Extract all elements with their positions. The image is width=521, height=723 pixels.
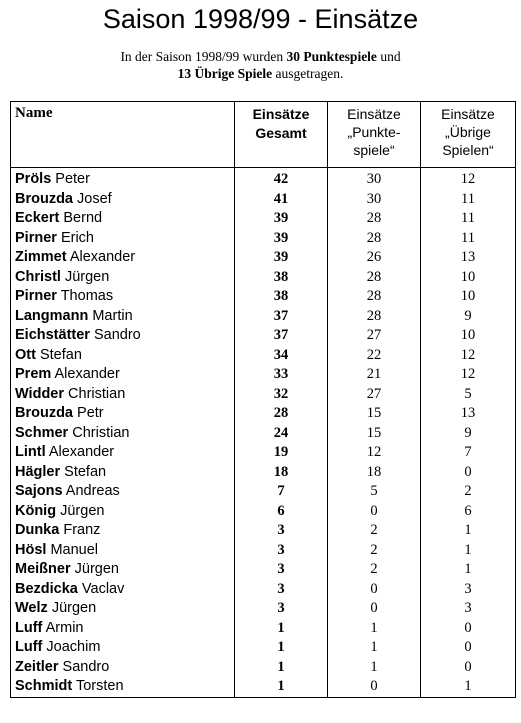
- player-first-name: Stefan: [64, 463, 107, 480]
- table-row: [11, 463, 516, 483]
- summary-punktespiele: 30 Punktespiele: [286, 49, 377, 64]
- player-first-name: Franz: [63, 522, 101, 539]
- header-name: Name: [11, 102, 235, 168]
- punktespiele-cell: 21: [328, 365, 421, 385]
- table-row: [11, 365, 516, 385]
- punktespiele-cell: 1: [328, 638, 421, 658]
- player-name-cell: [11, 463, 235, 483]
- player-last-name: Hägler: [15, 463, 61, 480]
- total-appearances-cell: 39: [235, 209, 328, 229]
- table-row: [11, 385, 516, 405]
- total-appearances-cell: 39: [235, 229, 328, 249]
- summary-line-2: [0, 65, 521, 82]
- punktespiele-cell: 0: [328, 677, 421, 697]
- player-first-name: Sandro: [93, 327, 141, 344]
- player-first-name: Vaclav: [81, 580, 125, 597]
- table-row: [11, 619, 516, 639]
- header-total-line: Gesamt: [255, 125, 307, 141]
- summary-line-1: [0, 48, 521, 65]
- header-punktespiele: [328, 102, 421, 168]
- player-last-name: Brouzda: [15, 405, 73, 422]
- header-uebrige-line: Einsätze: [441, 106, 495, 122]
- total-appearances-cell: 3: [235, 580, 328, 600]
- uebrige-spiele-cell: 5: [421, 385, 516, 405]
- punktespiele-cell: 28: [328, 287, 421, 307]
- punktespiele-cell: 12: [328, 443, 421, 463]
- table-row: [11, 404, 516, 424]
- player-name-cell: [11, 168, 235, 190]
- player-first-name: Torsten: [75, 678, 124, 695]
- player-name-cell: [11, 326, 235, 346]
- player-first-name: Josef: [77, 190, 112, 207]
- uebrige-spiele-cell: 12: [421, 365, 516, 385]
- player-last-name: Luff: [15, 619, 43, 636]
- uebrige-spiele-cell: 12: [421, 168, 516, 190]
- total-appearances-cell: 39: [235, 248, 328, 268]
- player-name-cell: [11, 541, 235, 561]
- player-first-name: Stefan: [39, 346, 82, 363]
- player-first-name: Christian: [68, 385, 126, 402]
- player-name-cell: [11, 677, 235, 697]
- table-row: [11, 209, 516, 229]
- total-appearances-cell: 3: [235, 599, 328, 619]
- header-total: [235, 102, 328, 168]
- player-name-cell: [11, 521, 235, 541]
- punktespiele-cell: 0: [328, 599, 421, 619]
- total-appearances-cell: 7: [235, 482, 328, 502]
- player-last-name: Zimmet: [15, 249, 67, 266]
- table-row: [11, 677, 516, 697]
- table-row: [11, 424, 516, 444]
- punktespiele-cell: 30: [328, 190, 421, 210]
- summary-text: und: [376, 49, 401, 64]
- uebrige-spiele-cell: 13: [421, 404, 516, 424]
- player-last-name: Bezdicka: [15, 580, 78, 597]
- table-row: [11, 638, 516, 658]
- player-first-name: Alexander: [54, 366, 120, 383]
- table-row: [11, 541, 516, 561]
- player-name-cell: [11, 385, 235, 405]
- uebrige-spiele-cell: 11: [421, 209, 516, 229]
- uebrige-spiele-cell: 0: [421, 619, 516, 639]
- uebrige-spiele-cell: 3: [421, 580, 516, 600]
- page-title: Saison 1998/99 - Einsätze: [102, 4, 419, 34]
- table-row: [11, 482, 516, 502]
- table-row: [11, 190, 516, 210]
- table-row: [11, 168, 516, 190]
- punktespiele-cell: 28: [328, 307, 421, 327]
- header-uebrige-line: „Übrige: [445, 124, 491, 140]
- player-last-name: Prem: [15, 366, 52, 383]
- punktespiele-cell: 28: [328, 229, 421, 249]
- player-first-name: Jürgen: [60, 502, 105, 519]
- player-first-name: Christian: [72, 424, 130, 441]
- total-appearances-cell: 3: [235, 560, 328, 580]
- punktespiele-cell: 2: [328, 560, 421, 580]
- total-appearances-cell: 41: [235, 190, 328, 210]
- table-row: [11, 248, 516, 268]
- table-header-row: [11, 102, 516, 168]
- player-last-name: Welz: [15, 600, 48, 617]
- player-last-name: Eichstätter: [15, 327, 90, 344]
- player-name-cell: [11, 619, 235, 639]
- uebrige-spiele-cell: 12: [421, 346, 516, 366]
- player-last-name: Dunka: [15, 522, 60, 539]
- summary-text: In der Saison 1998/99 wurden: [120, 49, 287, 64]
- player-last-name: Schmer: [15, 424, 69, 441]
- punktespiele-cell: 27: [328, 326, 421, 346]
- header-uebrige-spiele: [421, 102, 516, 168]
- uebrige-spiele-cell: 10: [421, 326, 516, 346]
- uebrige-spiele-cell: 1: [421, 560, 516, 580]
- player-name-cell: [11, 638, 235, 658]
- uebrige-spiele-cell: 1: [421, 521, 516, 541]
- punktespiele-cell: 27: [328, 385, 421, 405]
- player-name-cell: [11, 209, 235, 229]
- player-first-name: Jürgen: [64, 268, 110, 285]
- punktespiele-cell: 2: [328, 521, 421, 541]
- player-first-name: Bernd: [63, 210, 103, 227]
- table-row: [11, 580, 516, 600]
- player-name-cell: [11, 580, 235, 600]
- total-appearances-cell: 18: [235, 463, 328, 483]
- player-last-name: Eckert: [15, 210, 60, 227]
- player-first-name: Jürgen: [74, 561, 119, 578]
- total-appearances-cell: 24: [235, 424, 328, 444]
- punktespiele-cell: 28: [328, 268, 421, 288]
- player-name-cell: [11, 560, 235, 580]
- player-name-cell: [11, 190, 235, 210]
- table-row: [11, 658, 516, 678]
- player-name-cell: [11, 482, 235, 502]
- total-appearances-cell: 1: [235, 638, 328, 658]
- player-first-name: Jürgen: [51, 600, 97, 617]
- player-first-name: Alexander: [48, 444, 115, 461]
- uebrige-spiele-cell: 10: [421, 268, 516, 288]
- player-last-name: Luff: [15, 639, 43, 656]
- punktespiele-cell: 15: [328, 404, 421, 424]
- uebrige-spiele-cell: 7: [421, 443, 516, 463]
- player-name-cell: [11, 346, 235, 366]
- uebrige-spiele-cell: 0: [421, 463, 516, 483]
- player-name-cell: [11, 365, 235, 385]
- season-summary: [0, 48, 521, 82]
- player-last-name: Pirner: [15, 288, 57, 305]
- player-name-cell: [11, 229, 235, 249]
- total-appearances-cell: 19: [235, 443, 328, 463]
- total-appearances-cell: 37: [235, 307, 328, 327]
- total-appearances-cell: 1: [235, 619, 328, 639]
- total-appearances-cell: 33: [235, 365, 328, 385]
- punktespiele-cell: 30: [328, 168, 421, 190]
- player-name-cell: [11, 307, 235, 327]
- total-appearances-cell: 1: [235, 677, 328, 697]
- player-last-name: Meißner: [15, 561, 71, 578]
- total-appearances-cell: 38: [235, 268, 328, 288]
- table-row: [11, 229, 516, 249]
- uebrige-spiele-cell: 11: [421, 190, 516, 210]
- player-last-name: Pirner: [15, 229, 57, 246]
- player-last-name: Sajons: [15, 483, 63, 500]
- uebrige-spiele-cell: 9: [421, 424, 516, 444]
- total-appearances-cell: 28: [235, 404, 328, 424]
- total-appearances-cell: 38: [235, 287, 328, 307]
- player-name-cell: [11, 248, 235, 268]
- player-name-cell: [11, 443, 235, 463]
- punktespiele-cell: 2: [328, 541, 421, 561]
- uebrige-spiele-cell: 9: [421, 307, 516, 327]
- player-name-cell: [11, 599, 235, 619]
- player-last-name: Ott: [15, 346, 36, 363]
- total-appearances-cell: 34: [235, 346, 328, 366]
- player-first-name: Sandro: [62, 658, 110, 675]
- player-last-name: Langmann: [15, 307, 89, 324]
- table-row: [11, 326, 516, 346]
- punktespiele-cell: 0: [328, 502, 421, 522]
- summary-uebrige-spiele: 13 Übrige Spiele: [177, 66, 273, 81]
- table-row: [11, 599, 516, 619]
- player-last-name: Pröls: [15, 171, 52, 188]
- player-first-name: Andreas: [65, 483, 120, 500]
- header-uebrige-line: Spielen“: [442, 142, 494, 158]
- total-appearances-cell: 1: [235, 658, 328, 678]
- player-last-name: Christl: [15, 268, 61, 285]
- punktespiele-cell: 5: [328, 482, 421, 502]
- table-row: [11, 521, 516, 541]
- uebrige-spiele-cell: 6: [421, 502, 516, 522]
- player-name-cell: [11, 404, 235, 424]
- uebrige-spiele-cell: 1: [421, 677, 516, 697]
- uebrige-spiele-cell: 13: [421, 248, 516, 268]
- total-appearances-cell: 3: [235, 541, 328, 561]
- total-appearances-cell: 32: [235, 385, 328, 405]
- table-row: [11, 307, 516, 327]
- header-punkte-line: spiele“: [353, 142, 395, 158]
- player-name-cell: [11, 424, 235, 444]
- table-row: [11, 287, 516, 307]
- punktespiele-cell: 0: [328, 580, 421, 600]
- uebrige-spiele-cell: 1: [421, 541, 516, 561]
- table-row: [11, 502, 516, 522]
- player-first-name: Thomas: [60, 288, 114, 305]
- total-appearances-cell: 37: [235, 326, 328, 346]
- table-row: [11, 560, 516, 580]
- header-punkte-line: „Punkte-: [347, 124, 401, 140]
- table-row: [11, 268, 516, 288]
- uebrige-spiele-cell: 3: [421, 599, 516, 619]
- total-appearances-cell: 42: [235, 168, 328, 190]
- player-first-name: Armin: [45, 619, 84, 636]
- summary-text: ausgetragen.: [272, 66, 344, 81]
- punktespiele-cell: 22: [328, 346, 421, 366]
- punktespiele-cell: 1: [328, 619, 421, 639]
- table-row: [11, 346, 516, 366]
- uebrige-spiele-cell: 0: [421, 658, 516, 678]
- player-name-cell: [11, 287, 235, 307]
- player-name-cell: [11, 268, 235, 288]
- player-last-name: Hösl: [15, 541, 47, 558]
- player-first-name: Manuel: [50, 541, 99, 558]
- player-last-name: Lintl: [15, 444, 46, 461]
- player-last-name: König: [15, 502, 57, 519]
- player-first-name: Erich: [60, 229, 94, 246]
- uebrige-spiele-cell: 2: [421, 482, 516, 502]
- player-first-name: Peter: [55, 171, 90, 188]
- uebrige-spiele-cell: 11: [421, 229, 516, 249]
- punktespiele-cell: 18: [328, 463, 421, 483]
- total-appearances-cell: 6: [235, 502, 328, 522]
- player-name-cell: [11, 658, 235, 678]
- appearances-table: [10, 101, 516, 698]
- header-punkte-line: Einsätze: [347, 106, 401, 122]
- uebrige-spiele-cell: 0: [421, 638, 516, 658]
- punktespiele-cell: 26: [328, 248, 421, 268]
- total-appearances-cell: 3: [235, 521, 328, 541]
- punktespiele-cell: 1: [328, 658, 421, 678]
- player-first-name: Joachim: [46, 639, 101, 656]
- player-first-name: Alexander: [69, 249, 136, 266]
- table-body: [11, 168, 516, 698]
- uebrige-spiele-cell: 10: [421, 287, 516, 307]
- player-last-name: Brouzda: [15, 190, 73, 207]
- player-first-name: Martin: [92, 307, 133, 324]
- header-total-line: Einsätze: [252, 106, 310, 122]
- player-last-name: Widder: [15, 385, 65, 402]
- player-last-name: Zeitler: [15, 658, 59, 675]
- punktespiele-cell: 15: [328, 424, 421, 444]
- table-row: [11, 443, 516, 463]
- player-last-name: Schmidt: [15, 678, 73, 695]
- player-name-cell: [11, 502, 235, 522]
- player-first-name: Petr: [77, 405, 104, 422]
- punktespiele-cell: 28: [328, 209, 421, 229]
